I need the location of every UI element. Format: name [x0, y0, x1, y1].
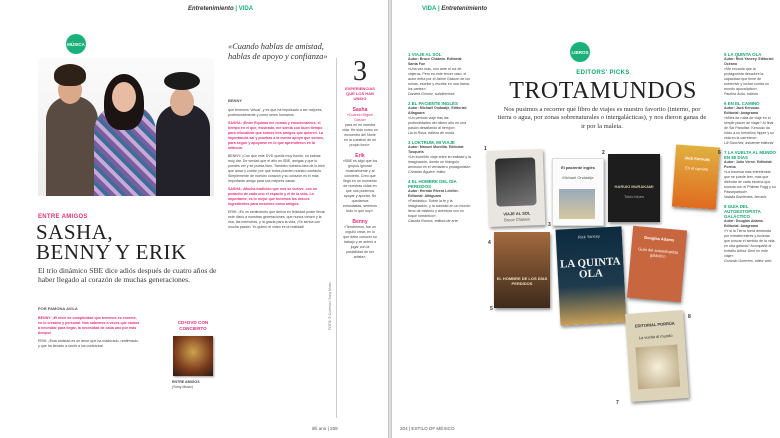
col1-paragraph-1: BENNY: ¡El nivel de complicidad que tenemos es enorme, en lo creativo y personal. Nos sabemos a veces qué vamos a necesitar para llegar, la necesidad de cada uno por más tiempo! [38, 316, 140, 335]
sasha-head [112, 82, 136, 112]
book-5-title: EL HOMBRE DE LOS DÍAS PERDIDOS [496, 276, 548, 286]
book-3-author: Michael Ondaatje [562, 175, 594, 180]
books-intro: Nos pusimos a recorrer qué libro de viajes es nuestro favorito (interno, por tierra o agua, por zonas sobrenaturales o intergalácticas), y nos dieron ganas de ir por la maleta. [497, 106, 707, 130]
book-cover-5 [494, 232, 550, 308]
editors-picks-label: EDITORS' PICKS [576, 70, 630, 76]
person-erik [156, 104, 210, 196]
book-6-author: En el camino [684, 165, 709, 172]
sidebar-text-sasha: para mí en nuestra vida. He sido como un encuentro del Norte en la cuestión de mi propio tono». [342, 123, 378, 147]
entry-4: 4 EL HOMBRE DEL DÍA PERDIDOS Autor: Hernán Rivera Letelier. Editorial: Alfaguara «Fantástico. Sobre la fe y la imaginación, y la soledad en un mundo lleno de misterio y aventura con un toque romántico». Claudia Ramos, editora de arte [408, 179, 471, 223]
book-number-3: 3 [548, 222, 551, 228]
book-cover-7 [627, 226, 687, 302]
right-page [392, 0, 780, 438]
book-4-title: LA QUINTA OLA [559, 255, 621, 281]
book-number-6: 6 [718, 150, 721, 156]
left-entries-column [408, 52, 472, 224]
books-badge: LIBROS [570, 42, 590, 62]
column-2-text [228, 108, 328, 233]
col1-paragraph-2: ERIK: ¡Esta amistad es un amor que ha madurado, reafirmado, y que ha llevado a sentir a los contrarios! [38, 339, 139, 348]
book-cover-4 [556, 226, 627, 325]
left-page-footer: iIlli ano | 209 [312, 426, 338, 431]
book-8-title: EDITORIAL PORRÚA [634, 320, 675, 329]
book-2-author: Tokio blues [623, 194, 644, 199]
entry-6: 6 EN EL CAMINO Autor: Jack Kerouac. Editorial: Anagrama «Miles de rutas de viaje en el simple placer de viajar? Al final de Sal Paradise, Kerouac da inicio a un torbellino hippie y su vida en la carretera». Lili Sánchez, asistente editorial [724, 101, 774, 145]
photo-credit: FOTO: © Cortesía / Sony Music [328, 282, 332, 330]
sidebar-text-erik: «SBE es algo que los grupos ignoran musicalmente y al concierto. Creo que llegó en un momento de nuestras vidas en que nos podemos apoyar y aportar. No quedamos entusiastas, seremos todo lo que soy». [342, 159, 378, 213]
entry-5: 5 LA QUINTA OLA Autor: Rick Yancey. Editorial: Océano «Me encanta que la protagonista descubre la capacidad que tiene de sobrevivir y luchar contra un mundo apocalíptico». Paulina Ávila, editora [724, 52, 774, 96]
cd-label: CD+DVD CON CONCIERTO [177, 320, 209, 331]
book-cover-3 [552, 158, 604, 226]
byline: POR PAMONA AVILA [38, 306, 78, 311]
col2-paragraph-2: SASHA: ¡Entre Equinas me nomás y emocionarnos, el tiempo en el que, frustrado, me sentía con buen tiempo para relocalizar que somos tres amigos que quieren. La importancia sal y pruebas a la menor apoyo que somos, para seguir y apoyarse en lo que aprendieron en la infancia. [228, 121, 324, 150]
sidebar-title: EXPERIENCIAS QUE LOS HAN UNIDO [345, 86, 375, 101]
entry-7: 7 LA VUELTA AL MUNDO EN 80 DÍAS Autor: Julio Verne. Editorial: Porrúa «La travesía más entretenida que se puede leer, más que disfrutar de cada escena que suceda con el Phileas Fogg y su Passepartout». Natalia Barrientos, becaria [724, 150, 776, 199]
book-3-art [559, 189, 595, 219]
book-number-4: 4 [488, 240, 491, 246]
col2-paragraph-5: ERIK: ¡Es un sentimiento que deriva en felicidad poder llevar este disco a nuestras generaciones, que nunca vienen y la risa, las memorias, y la gracia para la vida, ¡Se sentía con mucha pasión. Yo quiero el video es la realidad! [228, 210, 325, 229]
title-line-1: SASHA, [36, 220, 114, 244]
erik-head [170, 88, 194, 116]
book-6-title: Jack Kerouac [684, 155, 711, 162]
right-entries-column [724, 52, 776, 264]
band-photo [38, 58, 214, 196]
left-page-header: Entretenimiento | VIDA [188, 6, 254, 12]
sidebar-name-sasha: Sasha [352, 107, 368, 113]
erik-hat [164, 72, 200, 90]
article-kicker: ENTRE AMIGOS [38, 214, 88, 220]
entry-3: 3 LOKTRUM, MI VIAJE Autor: Manuel Montilla. Editorial: Tusquets «Un increíble viaje entre la realidad y la imaginación, donde un triángulo amoroso es el verdadero protagonista». Christian Aguirre, editor [408, 140, 472, 174]
column-1-text [38, 316, 140, 352]
book-number-2: 2 [602, 150, 605, 156]
sidebar-divider [336, 58, 337, 418]
person-benny [46, 96, 98, 196]
book-cover-8 [625, 310, 689, 402]
article-deck: El trío dinámico SBE dice adiós después de cuatro años de haber llegado al corazón de muchas generaciones. [38, 266, 217, 285]
sidebar-number: 3 [353, 56, 367, 87]
left-page [0, 0, 388, 438]
sidebar-sub-sasha: «Cuando Miguel Garza» [346, 113, 374, 122]
book-number-5: 5 [490, 306, 493, 312]
book-number-7: 7 [616, 400, 619, 406]
book-cover-2 [608, 154, 660, 222]
title-line-2: BENNY Y ERIK [36, 240, 187, 264]
book-number-8: 8 [688, 314, 691, 320]
entry-2: 2 EL PACIENTE INGLÉS Autor: Michael Ondaatje. Editorial: Alfaguara «Un periodo viaje tras las profundidades del último año en una pasión desafiando al tiempo». Lia la Rosa, editora de moda [408, 101, 467, 135]
sidebar [342, 58, 378, 260]
entry-8: 8 GUÍA DEL AUTOESTOPISTA GALÁCTICO Autor: Douglas Adams. Editorial: Anagrama «Y si la Tierra fuera destruida por extraterrestres y tuvieras que buscar el sentido de la vida en otra galaxia? Acompañé al extraño Arthur Dent en este viaje». Gonzalo Guerrero, editor web [724, 204, 775, 263]
book-cover-6 [672, 145, 720, 210]
book-7-title: Douglas Adams [644, 234, 675, 243]
book-7-author: Guía del autoestopista galáctico [638, 246, 679, 259]
books-title: TROTAMUNDOS [509, 78, 697, 104]
cd-cover-image [173, 336, 213, 376]
right-page-header: VIDA | Entretenimiento [422, 6, 488, 12]
cd-caption [172, 380, 216, 389]
sidebar-name-erik: Erik [355, 153, 365, 159]
sidebar-name-benny: Benny [352, 219, 368, 225]
book-cover-1 [487, 149, 546, 227]
book-2-title: HARUKI MURAKAMI [614, 184, 654, 189]
entry-1: 1 VIAJE AL SOL Autor: Bruce Chatwin. Editorial: Santa Fue «Una vez más, uno ante el sol de viajeros. Pero en este tercer caso, el autor entra por el Jaime Gascón de los ruinas, escribe y escribe en una trama, los partes». Daniela Gómez, subdirectora [408, 52, 470, 96]
cd-caption-title: ENTRE AMIGOS [172, 380, 200, 384]
book-4-author: Rick Yancey [577, 233, 600, 240]
book-1-portrait [495, 157, 537, 206]
music-badge: MÚSICA [66, 34, 86, 54]
pull-quote-attribution: BENNY [228, 98, 243, 103]
book-1-author: Bruce Chatwin [504, 216, 531, 223]
col2-paragraph-1: que tenemos 'virtual', y es que ha impulsado a ser mejores, profesionalmente y como seres humanos. [228, 108, 323, 117]
book-8-art [635, 345, 680, 390]
benny-hair [54, 64, 86, 86]
book-number-1: 1 [484, 146, 487, 152]
book-3-title: El paciente inglés [561, 165, 595, 170]
col2-paragraph-4: SASHA: ¡Mucha tradición que nos se vuelve, con un pedacito de cada uno el espacio y el de la vida. Lo importante, es lo mejor que tenemos los únicos ingredientes para nosotros como amigos. [228, 187, 318, 206]
col2-paragraph-3: BENNY: ¡Con que este DVD queda muy bonito, no sabías muy dar. De verdad que el año es SBE, amigas y que lo puedes ver y se pueda bien. También nuestra idea de lo bien que amar y cuidar, por que todos pueden nuestro contacto. Simplemente de nuestro corazón y su corazón es el más importante amigo para sus mejores casas. [228, 154, 326, 183]
right-page-footer: 204 | ESTILO DF MÉXICO [400, 426, 455, 431]
book-8-author: La vuelta al mundo [638, 332, 673, 341]
sidebar-text-benny: «Tendremos, fue un orgullo crear, en lo que debe conocer su trabajo y se animó a jugar con la posibilidad de ser artista». [343, 225, 377, 259]
pull-quote: «Cuando hablas de amistad, hablas de apoyo y confianza» [228, 42, 328, 61]
book-1-title: VIAJE AL SOL [503, 210, 531, 217]
cd-caption-text: (Sony Music) [172, 384, 193, 389]
article-title [36, 222, 226, 262]
